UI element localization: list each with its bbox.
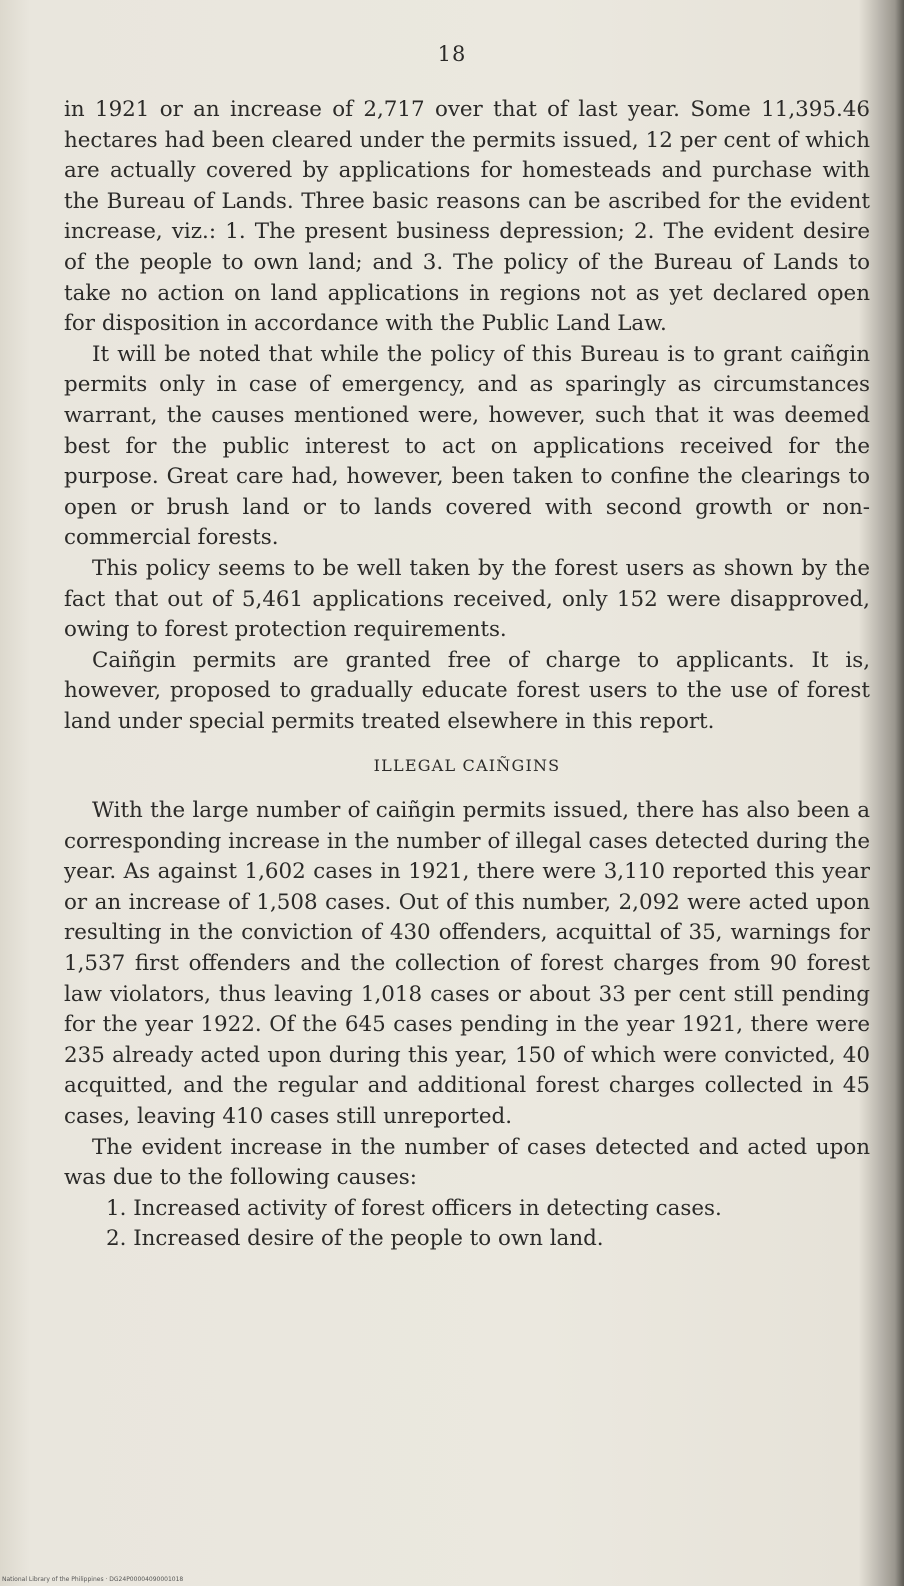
page-number: 18 (437, 42, 467, 66)
list-item: 1. Increased activity of forest officers in detecting cases. (106, 1195, 722, 1221)
paragraph-applications: This policy seems to be well taken by the forest users as shown by the fact that out of 5,461 applications received, only 152 were disapproved, owing to forest protection requirements. (64, 555, 870, 643)
paragraph-free-permits: Caiñgin permits are granted free of charge to applicants. It is, however, proposed to gradually educate forest users to the use of forest land under special permits treated elsewhere in this report. (64, 647, 870, 734)
paragraph-policy: It will be noted that while the policy of this Bureau is to grant caiñgin permits only in case of emergency, and as sparingly as circumstances warrant, the causes mentioned were, however, such that it was deemed best for the public interest to act on applications received for the purpose. Great care had, however, been taken to confine the clearings to open or brush land or to lands covered with second growth or non-commercial forests. (64, 341, 870, 551)
paragraph-illegal-cases: With the large number of caiñgin permits issued, there has also been a corresponding increase in the number of illegal cases detected during the year. As against 1,602 cases in 1921, there were 3,110 reported this year or an increase of 1,508 cases. Out of this number, 2,092 were acted upon resulting in the conviction of 430 offenders, acquittal of 35, warnings for 1,537 first offenders and the collection of forest charges from 90 forest law violators, thus leaving 1,018 cases or about 33 per cent still pending for the year 1922. Of the 645 cases pending in the year 1921, there were 235 already acted upon during this year, 150 of which were convicted, 40 acquitted, and the regular and additional forest charges collected in 45 cases, leaving 410 cases still unreported. (64, 798, 870, 1129)
paragraph-causes-intro: The evident increase in the number of cases detected and acted upon was due to the following causes: (64, 1134, 870, 1191)
paragraph-continuation: in 1921 or an increase of 2,717 over that of last year. Some 11,395.46 hectares had been cleared under the permits issued, 12 per cent of which are actually covered by applications for homesteads and purchase with the Bureau of Lands. Three basic reasons can be ascribed for the evident increase, viz.: 1. The present business depression; 2. The evident desire of the people to own land; and 3. The policy of the Bureau of Lands to take no action on land applications in regions not as yet declared open for disposition in accordance with the Public Land Law. (64, 97, 870, 337)
scan-footer-note: National Library of the Philippines · DG24P00004090001018 (2, 1576, 184, 1583)
list-item: 2. Increased desire of the people to own land. (106, 1226, 604, 1252)
page-body (64, 95, 870, 1255)
section-heading: ILLEGAL CAIÑGINS (373, 756, 561, 776)
